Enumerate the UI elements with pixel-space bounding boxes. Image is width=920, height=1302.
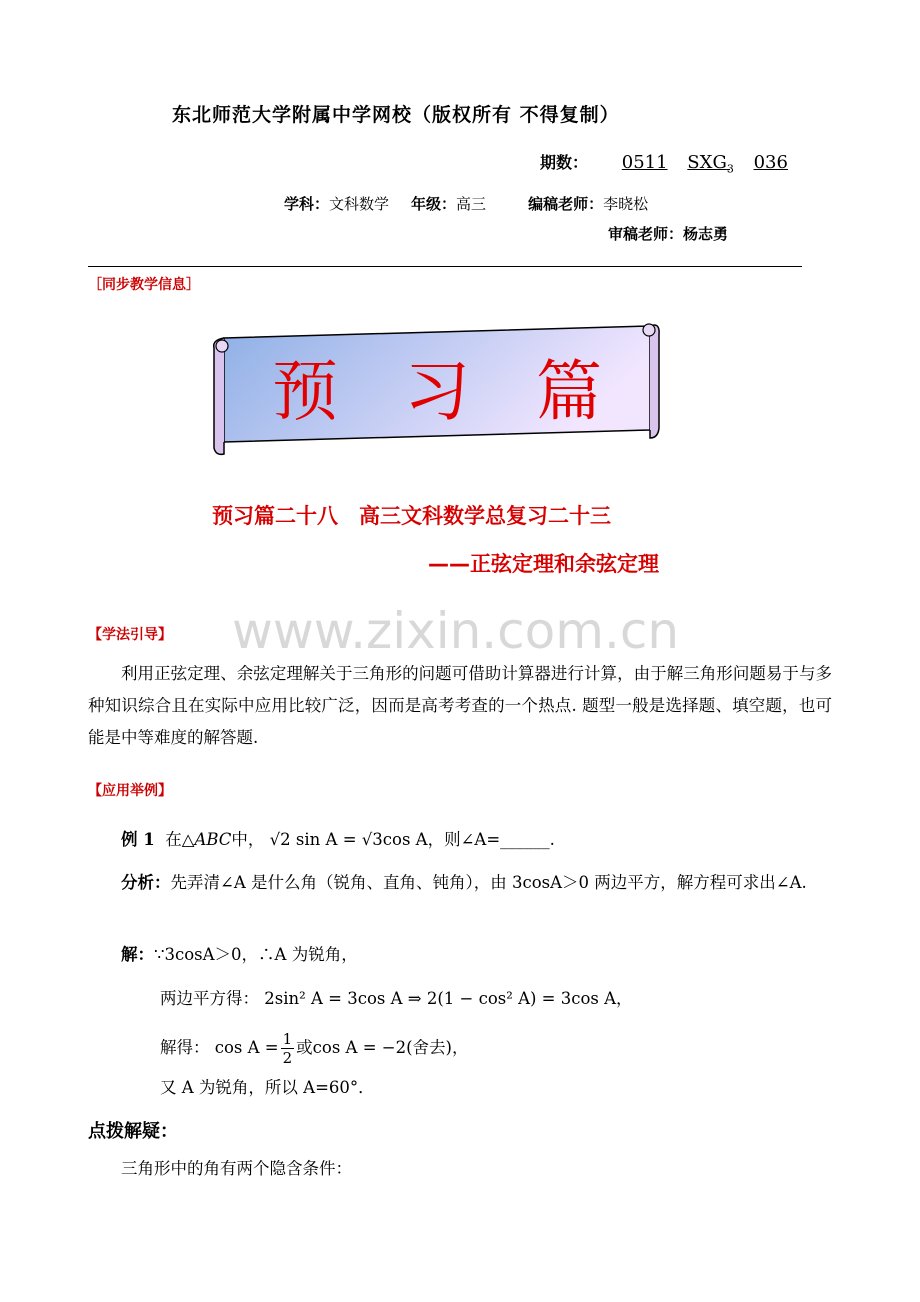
header-divider — [88, 266, 802, 267]
lesson-subtitle: ——正弦定理和余弦定理 — [428, 552, 659, 576]
issue-line — [540, 150, 788, 176]
fraction-one-half — [281, 1030, 295, 1067]
examples-tag: 【应用举例】 — [88, 783, 172, 799]
issue-label: 期数： — [540, 153, 589, 172]
fraction-numerator: 1 — [282, 1030, 293, 1048]
issue-code-number: 036 — [753, 152, 788, 173]
solution-line-2 — [160, 985, 633, 1009]
analysis — [88, 866, 832, 900]
grade-label: 年级： — [411, 195, 457, 213]
tips-text: 三角形中的角有两个隐含条件： — [121, 1159, 352, 1178]
preview-banner-scroll — [208, 318, 662, 458]
analysis-text: 先弄清∠A 是什么角（锐角、直角、钝角），由 3cosA＞0 两边平方，解方程可求出∠A. — [170, 873, 807, 892]
issue-code — [687, 152, 734, 176]
example-1-label: 例 1 — [121, 830, 155, 849]
example-1-equation: √2 sin A = √3cos A — [269, 830, 428, 849]
guide-paragraph: 利用正弦定理、余弦定理解关于三角形的问题可借助计算器进行计算，由于解三角形问题易于与多种知识综合且在实际中应用比较广泛，因而是高考考查的一个热点. 题型一般是选择题、填空题，也可能是中等难度的解答题. — [88, 664, 832, 747]
editor-value: 李晓松 — [603, 195, 649, 213]
solution-line-1 — [121, 941, 358, 965]
lesson-title: 预习篇二十八 高三文科数学总复习二十三 — [212, 504, 611, 528]
issue-code-main: SXG — [687, 152, 727, 173]
solution-line-3 — [160, 1030, 469, 1067]
solution-label: 解： — [121, 945, 154, 964]
reviewer-value: 杨志勇 — [683, 225, 729, 243]
subject-value: 文科数学 — [329, 195, 390, 213]
watermark: www.zixin.com.cn — [232, 602, 680, 660]
editor-label: 编稿老师： — [528, 195, 604, 213]
example-1-triangle: ABC — [194, 830, 232, 849]
reviewer-label: 审稿老师： — [608, 225, 684, 243]
solution-line-2-equation: 2sin² A = 3cos A ⇒ 2(1 − cos² A) = 3cos A， — [264, 989, 633, 1008]
subject-grade-editor-line — [284, 193, 648, 214]
example-1 — [121, 826, 555, 850]
fraction-denominator: 2 — [282, 1049, 293, 1067]
subject-label: 学科： — [284, 195, 330, 213]
sync-info-tag: ［同步教学信息］ — [88, 277, 200, 293]
solution-line-1-text: ∵3cosA＞0，∴A 为锐角， — [154, 945, 358, 964]
analysis-label: 分析： — [121, 873, 171, 892]
example-1-pre: 在△ — [165, 830, 195, 849]
example-1-mid: 中， — [231, 830, 265, 849]
document-title: 东北师范大学附属中学网校（版权所有 不得复制） — [172, 104, 620, 126]
solution-line-3-pre: cos A = — [214, 1038, 279, 1057]
issue-code-sub: 3 — [726, 162, 734, 176]
solution-line-2-label: 两边平方得： — [160, 989, 259, 1008]
solution-line-3-label: 解得： — [160, 1038, 210, 1057]
scroll-right-knob — [643, 324, 655, 336]
scroll-right-curl — [650, 325, 659, 438]
reviewer-line — [608, 223, 728, 244]
grade-value: 高三 — [456, 195, 487, 213]
guide-tag: 【学法引导】 — [88, 627, 172, 643]
tips-heading: 点拨解疑： — [88, 1121, 178, 1142]
scroll-left-knob — [216, 340, 228, 352]
solution-line-4: 又 A 为锐角，所以 A=60°． — [160, 1078, 375, 1097]
banner-text: 预 习 篇 — [272, 353, 602, 430]
solution-line-3-post: 或cos A = −2(舍去)， — [296, 1038, 469, 1057]
scroll-graphic — [208, 318, 662, 458]
issue-number: 0511 — [621, 152, 668, 173]
example-1-question: ，则∠A=______. — [427, 830, 555, 849]
scroll-left-curl — [214, 338, 224, 454]
